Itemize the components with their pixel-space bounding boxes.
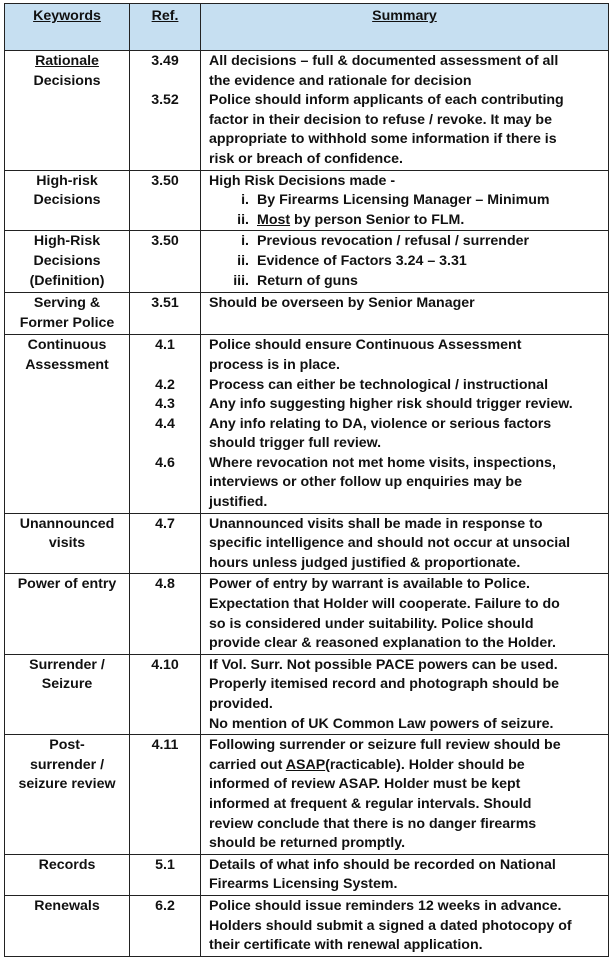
summary-cell <box>201 231 609 293</box>
summary-line: Details of what info should be recorded on National <box>209 856 556 873</box>
ref-number: 4.2 <box>155 376 175 393</box>
summary-line: Police should issue reminders 12 weeks in advance. <box>209 897 562 914</box>
keyword-text: Former Police <box>19 314 115 331</box>
summary-line: review conclude that there is no danger firearms <box>209 815 537 832</box>
ref-number: 4.4 <box>155 415 175 432</box>
table-row <box>5 231 609 293</box>
keyword-text: Unannounced <box>19 515 115 532</box>
keyword-cell <box>5 735 130 855</box>
ref-cell <box>130 231 201 293</box>
keyword-text: Seizure <box>41 676 93 693</box>
table-row <box>5 513 609 574</box>
ref-number: 4.8 <box>155 576 175 593</box>
ref-cell <box>130 513 201 574</box>
summary-line: Following surrender or seizure full review should be <box>209 737 561 754</box>
summary-line <box>209 756 604 776</box>
summary-line: Properly itemised record and photograph should be <box>209 676 560 693</box>
ref-number: 4.1 <box>155 337 175 354</box>
ref-number: 3.52 <box>151 92 179 109</box>
list-emphasis: Most <box>257 211 291 228</box>
table-row <box>5 335 609 513</box>
list-text: Previous revocation / refusal / surrender <box>257 233 530 250</box>
summary-cell <box>201 854 609 895</box>
ref-number: 4.11 <box>151 737 179 754</box>
summary-line: risk or breach of confidence. <box>209 150 403 167</box>
list-text: Return of guns <box>257 272 358 289</box>
ref-cell <box>130 170 201 231</box>
keyword-text: High-risk <box>36 172 98 189</box>
ref-number: 5.1 <box>155 856 175 873</box>
summary-line: informed of review ASAP. Holder must be kept <box>209 776 521 793</box>
keyword-text: seizure review <box>18 776 116 793</box>
keyword-text: Surrender / <box>29 656 105 673</box>
ref-cell <box>130 895 201 956</box>
summary-table <box>4 3 609 957</box>
summary-text: carried out <box>209 756 286 773</box>
list-text: By Firearms Licensing Manager – Minimum <box>257 192 550 209</box>
list-numeral: i. <box>241 192 249 209</box>
header-row <box>5 4 609 51</box>
keyword-text: Assessment <box>25 356 109 373</box>
summary-line: hours unless judged justified & proportionate. <box>209 554 521 571</box>
summary-cell <box>201 170 609 231</box>
keyword-cell <box>5 513 130 574</box>
summary-line: Any info suggesting higher risk should trigger review. <box>209 396 573 413</box>
keyword-text: visits <box>48 535 86 552</box>
keywords-header: Keywords <box>5 4 130 51</box>
table-row <box>5 574 609 654</box>
summary-line: All decisions – full & documented assessment of all <box>209 53 559 69</box>
summary-cell <box>201 654 609 734</box>
ref-cell <box>130 654 201 734</box>
list-numeral: ii. <box>237 252 249 269</box>
ref-cell <box>130 854 201 895</box>
table-row <box>5 51 609 171</box>
summary-cell <box>201 895 609 956</box>
ref-cell <box>130 51 201 171</box>
summary-line: the evidence and rationale for decision <box>209 72 472 89</box>
summary-line: Should be overseen by Senior Manager <box>209 295 475 312</box>
list-text: by person Senior to FLM. <box>290 211 465 228</box>
keyword-cell <box>5 574 130 654</box>
summary-line: their certificate with renewal application. <box>209 937 483 954</box>
summary-line: If Vol. Surr. Not possible PACE powers can be used. <box>209 656 558 673</box>
summary-line: provide clear & reasoned explanation to the Holder. <box>209 635 556 652</box>
list-numeral: ii. <box>237 211 249 228</box>
ref-cell <box>130 335 201 513</box>
ref-cell <box>130 574 201 654</box>
list-text: Evidence of Factors 3.24 – 3.31 <box>257 252 467 269</box>
summary-line: Firearms Licensing System. <box>209 876 398 893</box>
summary-line: Process can either be technological / instructional <box>209 376 549 393</box>
summary-cell <box>201 574 609 654</box>
keyword-text: Decisions <box>33 72 101 89</box>
table-row <box>5 170 609 231</box>
ref-number: 3.49 <box>151 53 179 69</box>
keyword-text: Continuous <box>27 337 107 354</box>
summary-line: so is considered under suitability. Police should <box>209 615 534 632</box>
table-row <box>5 854 609 895</box>
summary-line: No mention of UK Common Law powers of seizure. <box>209 715 554 732</box>
list-numeral: iii. <box>233 272 249 289</box>
summary-line: Power of entry by warrant is available to Police. <box>209 576 530 593</box>
summary-line: appropriate to withhold some information if there is <box>209 131 557 148</box>
ref-number: 3.50 <box>151 172 179 189</box>
ref-number: 4.6 <box>155 454 175 471</box>
summary-cell <box>201 513 609 574</box>
keyword-cell <box>5 654 130 734</box>
summary-line: High Risk Decisions made - <box>209 172 396 189</box>
ref-number: 4.7 <box>155 515 175 532</box>
ref-cell <box>130 293 201 335</box>
keyword-text: Decisions <box>33 192 101 209</box>
list-item <box>209 252 604 272</box>
summary-cell <box>201 51 609 171</box>
keyword-cell <box>5 293 130 335</box>
keyword-text: Post- <box>49 737 85 754</box>
keyword-cell <box>5 51 130 171</box>
keyword-cell <box>5 895 130 956</box>
list-item <box>209 211 604 231</box>
list-numeral: i. <box>241 233 249 250</box>
keyword-cell <box>5 854 130 895</box>
keyword-text: (Definition) <box>29 272 105 289</box>
summary-line: process is in place. <box>209 356 340 373</box>
keyword-text: Renewals <box>34 897 100 914</box>
summary-line: informed at frequent & regular intervals. Should <box>209 795 532 812</box>
summary-line: Police should ensure Continuous Assessment <box>209 337 522 354</box>
summary-header: Summary <box>201 4 609 51</box>
summary-cell <box>201 735 609 855</box>
summary-line: interviews or other follow up enquiries may be <box>209 474 522 491</box>
keyword-text: Decisions <box>33 252 101 269</box>
ref-number: 6.2 <box>155 897 175 914</box>
summary-emphasis: ASAP <box>285 756 326 773</box>
summary-line: specific intelligence and should not occur at unsocial <box>209 535 571 552</box>
summary-cell <box>201 335 609 513</box>
keyword-text: Records <box>38 856 96 873</box>
table-row <box>5 895 609 956</box>
summary-line: factor in their decision to refuse / revoke. It may be <box>209 111 552 128</box>
table-row <box>5 293 609 335</box>
keyword-text: surrender / <box>29 756 105 773</box>
summary-line: Holders should submit a signed a dated photocopy of <box>209 917 572 934</box>
keyword-text: Rationale <box>35 53 99 69</box>
summary-text: (racticable). Holder should be <box>325 756 525 773</box>
summary-line: Expectation that Holder will cooperate. Failure to do <box>209 596 560 613</box>
ref-cell <box>130 735 201 855</box>
summary-line: should be returned promptly. <box>209 835 406 852</box>
ref-number: 3.51 <box>151 295 179 312</box>
summary-line: Unannounced visits shall be made in response to <box>209 515 543 532</box>
ref-number: 4.10 <box>151 656 179 673</box>
summary-line: Any info relating to DA, violence or serious factors <box>209 415 552 432</box>
summary-line: should trigger full review. <box>209 435 382 452</box>
list-item <box>209 272 604 292</box>
keyword-text: Serving & <box>33 295 101 312</box>
summary-line: provided. <box>209 696 273 712</box>
summary-line: justified. <box>209 494 268 511</box>
list-item <box>209 232 604 252</box>
keyword-text: Power of entry <box>17 576 117 593</box>
keyword-cell <box>5 231 130 293</box>
list-item <box>209 191 604 211</box>
keyword-text: High-Risk <box>33 233 101 250</box>
summary-line: Police should inform applicants of each contributing <box>209 92 564 109</box>
ref-number: 3.50 <box>151 233 179 250</box>
summary-line: Where revocation not met home visits, inspections, <box>209 454 556 471</box>
summary-cell <box>201 293 609 335</box>
table-row <box>5 735 609 855</box>
ref-number: 4.3 <box>155 396 175 413</box>
keyword-cell <box>5 335 130 513</box>
ref-header: Ref. <box>130 4 201 51</box>
table-row <box>5 654 609 734</box>
keyword-cell <box>5 170 130 231</box>
